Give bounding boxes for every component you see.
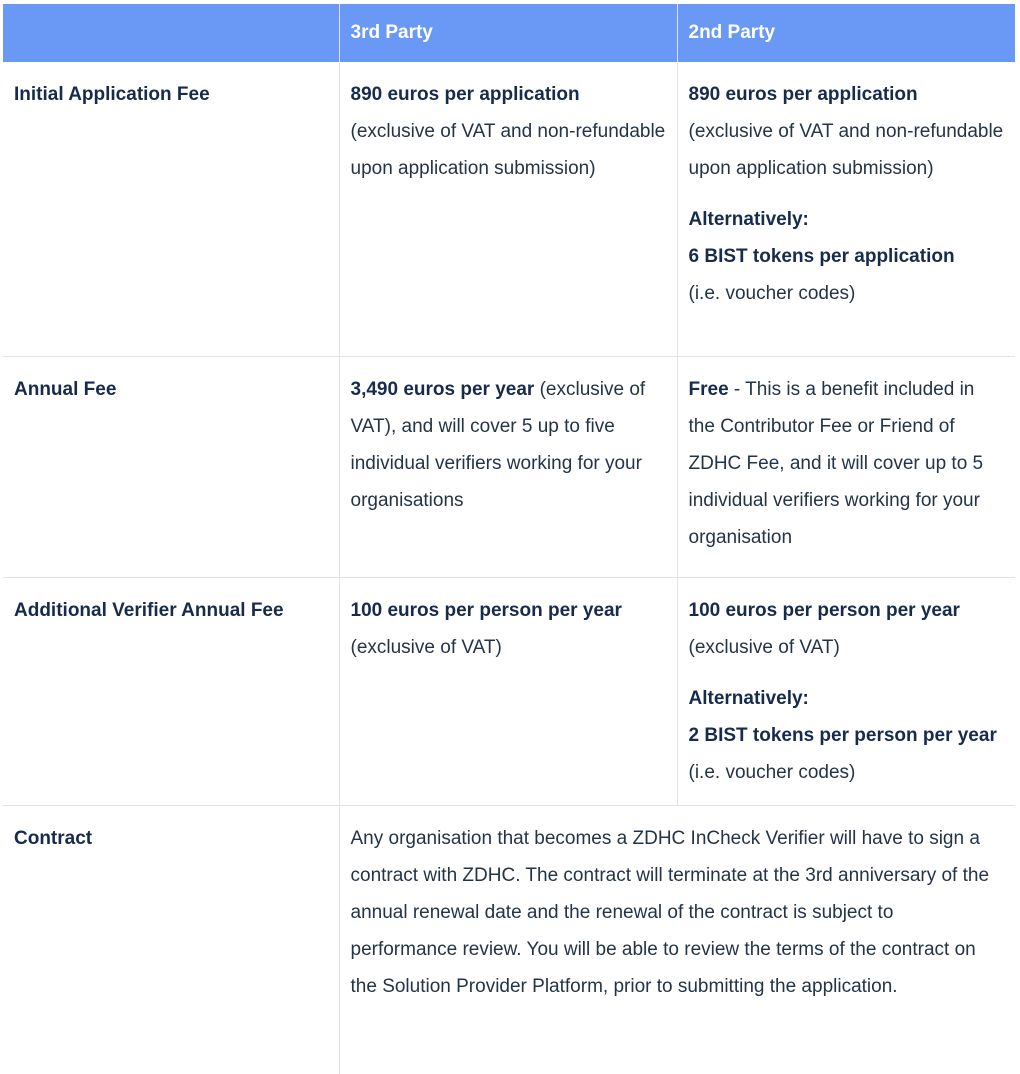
row-contract (3, 806, 1015, 1074)
fee-note: (exclusive of VAT) (351, 637, 502, 658)
fee-amount: 3,490 euros per year (351, 379, 535, 400)
fee-amount: 100 euros per person per year (689, 600, 960, 621)
row-additional-verifier-fee (3, 578, 1015, 806)
header-2nd-party: 2nd Party (677, 4, 1015, 62)
cell-3rd-party (339, 357, 677, 578)
alternative-note: (i.e. voucher codes) (689, 283, 856, 304)
header-row (3, 4, 1015, 62)
cell-2nd-party (677, 357, 1015, 578)
alternative-amount: 2 BIST tokens per person per year (689, 725, 997, 746)
row-label: Additional Verifier Annual Fee (3, 578, 339, 806)
header-3rd-party: 3rd Party (339, 4, 677, 62)
cell-contract-text: Any organisation that becomes a ZDHC InCheck Verifier will have to sign a contract with ZDHC. The contract will terminate at the 3rd anniversary of the annual renewal date and the renewal of the contract is subject to performance review. You will be able to review the terms of the contract on the Solution Provider Platform, prior to submitting the application. (339, 806, 1015, 1074)
cell-3rd-party (339, 62, 677, 357)
fee-note: (exclusive of VAT) (689, 637, 840, 658)
fee-note: (exclusive of VAT and non-refundable upon application submission) (689, 121, 1004, 179)
alternative-label: Alternatively: (689, 209, 809, 230)
cell-2nd-party (677, 62, 1015, 357)
fee-note: (exclusive of VAT), and will cover 5 up to five individual verifiers working for your organisations (351, 379, 646, 511)
fee-amount: 890 euros per application (351, 84, 580, 105)
cell-2nd-party (677, 578, 1015, 806)
row-label: Contract (3, 806, 339, 1074)
fee-amount: 890 euros per application (689, 84, 918, 105)
alternative-note: (i.e. voucher codes) (689, 762, 856, 783)
fee-amount: Free (689, 379, 729, 400)
row-label: Initial Application Fee (3, 62, 339, 357)
fee-note: (exclusive of VAT and non-refundable upon application submission) (351, 121, 666, 179)
cell-3rd-party (339, 578, 677, 806)
row-initial-application-fee (3, 62, 1015, 357)
alternative-amount: 6 BIST tokens per application (689, 246, 955, 267)
fee-table (3, 4, 1015, 1074)
row-annual-fee (3, 357, 1015, 578)
header-blank-cell (3, 4, 339, 62)
row-label: Annual Fee (3, 357, 339, 578)
fee-amount: 100 euros per person per year (351, 600, 622, 621)
fee-note: - This is a benefit included in the Contributor Fee or Friend of ZDHC Fee, and it will cover up to 5 individual verifiers working for your organisation (689, 379, 984, 548)
alternative-label: Alternatively: (689, 688, 809, 709)
